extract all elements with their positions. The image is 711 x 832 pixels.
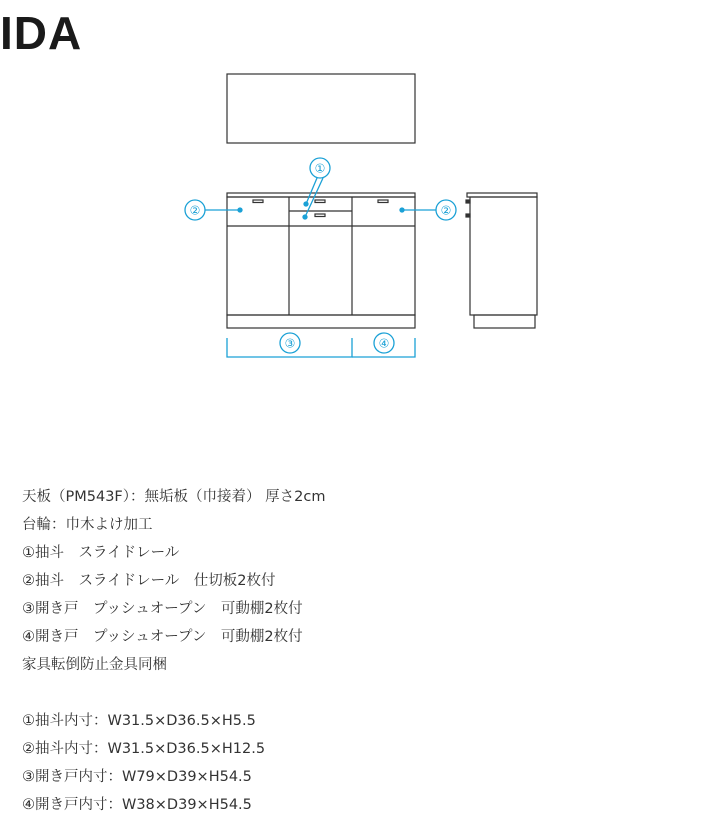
side-body [470,197,537,315]
callout-4-label: ④ [378,336,390,351]
spec-door-4: ④開き戸 プッシュオープン 可動棚2枚付 [22,629,303,645]
callout-2-right-label: ② [440,203,452,218]
side-knob-1 [466,200,470,203]
front-body [227,197,415,315]
spec-drawer-2: ②抽斗 スライドレール 仕切板2枚付 [22,573,276,589]
handle-mid-top [315,200,325,203]
dimension-drawer-2: ②抽斗内寸：W31.5×D36.5×H12.5 [22,741,266,757]
upper-unit [227,74,415,143]
front-top-board [227,193,415,197]
spec-drawer-1: ①抽斗 スライドレール [22,545,180,561]
side-view [466,193,537,328]
spec-door-3: ③開き戸 プッシュオープン 可動棚2枚付 [22,601,303,617]
spec-list [22,483,325,819]
side-plinth [474,315,535,328]
handle-right [378,200,388,203]
spec-plinth: 台輪：巾木よけ加工 [22,517,153,533]
brand-logo: IDA [0,7,83,59]
callout-2-left-label: ② [189,203,201,218]
handle-mid-bottom [315,214,325,217]
dimension-door-3: ③開き戸内寸：W79×D39×H54.5 [22,769,252,785]
side-top-board [467,193,537,197]
spec-top-board: 天板（PM543F）：無垢板（巾接着） 厚さ2cm [22,489,326,505]
dimension-drawer-1: ①抽斗内寸：W31.5×D36.5×H5.5 [22,713,256,729]
handle-left [253,200,263,203]
front-plinth [227,315,415,328]
front-view [227,193,415,328]
spec-anti-tip: 家具転倒防止金具同梱 [22,657,167,673]
callout-3-label: ③ [284,336,296,351]
side-knob-2 [466,214,470,217]
callout-1-label: ① [314,161,326,176]
dimension-door-4: ④開き戸内寸：W38×D39×H54.5 [22,797,252,813]
